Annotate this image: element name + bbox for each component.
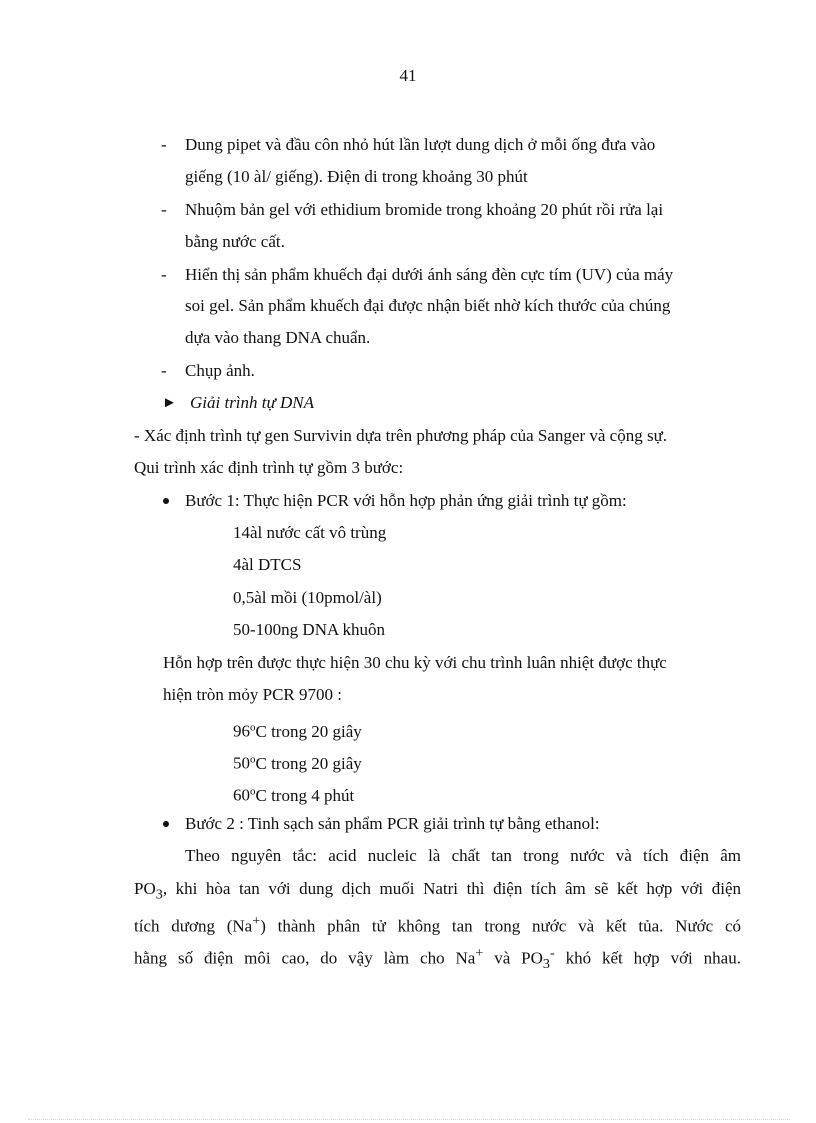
paragraph-line	[134, 879, 741, 904]
list-item-text: dựa vào thang DNA chuẩn.	[185, 328, 371, 347]
degree-symbol: o	[250, 785, 256, 797]
page-bottom-divider	[28, 1119, 790, 1120]
degree-symbol: o	[250, 721, 256, 733]
temperature-value: 60	[233, 785, 250, 805]
step-title: Bước 1: Thực hiện PCR với hỗn hợp phản ứng giải trình tự gồm:	[185, 491, 627, 510]
component-item: 14àl nước cất vô trùng	[233, 523, 387, 542]
list-dash: -	[161, 135, 167, 154]
formula-superscript: -	[549, 945, 555, 961]
list-item-text: Dung pipet và đầu côn nhỏ hút lần lượt dung dịch ở mỗi ống đưa vào	[185, 135, 656, 154]
page-number: 41	[399, 66, 417, 85]
temperature-unit: $^o$C trong 4 phút	[250, 785, 355, 805]
paragraph-line	[134, 911, 741, 937]
component-item: 4àl DTCS	[233, 555, 302, 574]
cycle-text: Hỗn hợp trên được thực hiện 30 chu kỳ với chu trình luân nhiệt được thực	[163, 653, 667, 672]
formula-superscript: +	[475, 945, 484, 961]
temperature-unit: $^o$C trong 20 giây	[250, 753, 362, 773]
paragraph-line	[134, 943, 741, 974]
intro-text: - Xác định trình tự gen Survivin dựa trên phương pháp của Sanger và cộng sự.	[134, 426, 668, 445]
paragraph-text: khó kết hợp với nhau.	[554, 948, 741, 968]
intro-text: Qui trình xác định trình tự gồm 3 bước:	[134, 458, 404, 477]
list-dash: -	[161, 200, 167, 219]
formula-superscript: +	[252, 913, 261, 929]
list-item-text: Nhuộm bản gel với ethidium bromide trong khoảng 20 phút rồi rửa lại	[185, 200, 664, 219]
paragraph-line: Theo nguyên tắc: acid nucleic là chất tan trong nước và tích điện âm	[185, 846, 741, 865]
degree-symbol: o	[250, 753, 256, 765]
list-item-text: Hiển thị sản phẩm khuếch đại dưới ánh sáng đèn cực tím (UV) của máy	[185, 265, 674, 284]
formula-text: và PO	[483, 948, 543, 968]
temperature-value: 96	[233, 721, 250, 741]
section-title: Giải trình tự DNA	[190, 393, 315, 412]
formula-subscript: 3	[155, 886, 163, 903]
arrow-bullet-icon: ►	[162, 395, 177, 411]
list-item-text: soi gel. Sản phẩm khuếch đại được nhận biết nhờ kích thước của chúng	[185, 296, 671, 315]
paragraph-text: , khi hòa tan với dung dịch muối Natri thì điện tích âm sẽ kết hợp với điện	[162, 879, 741, 898]
temperature-unit: $^o$C trong 20 giây	[250, 721, 362, 741]
temperature-item	[233, 749, 362, 774]
paragraph-text: tích dương (Na	[134, 916, 253, 936]
list-dash: -	[161, 265, 167, 284]
paragraph-text: ) thành phân tử không tan trong nước và kết tủa. Nước có	[260, 916, 741, 936]
temperature-item	[233, 717, 362, 742]
formula-subscript: 3	[542, 956, 550, 973]
component-item: 0,5àl mồi (10pmol/àl)	[233, 588, 382, 607]
list-item-text: bằng nước cất.	[185, 232, 285, 251]
cycle-text: hiện tròn mỏy PCR 9700 :	[163, 685, 342, 704]
formula-text: PO	[134, 879, 156, 898]
temperature-item	[233, 781, 354, 806]
paragraph-text: hằng số điện môi cao, do vậy làm cho Na	[134, 948, 476, 968]
list-item-text: Chụp ảnh.	[185, 361, 255, 380]
bullet-dot-icon	[163, 821, 169, 827]
list-dash: -	[161, 361, 167, 380]
list-item-text: giếng (10 àl/ giếng). Điện di trong khoảng 30 phút	[185, 167, 528, 186]
step-title: Bước 2 : Tinh sạch sản phẩm PCR giải trình tự bằng ethanol:	[185, 814, 600, 833]
temperature-value: 50	[233, 753, 250, 773]
component-item: 50-100ng DNA khuôn	[233, 620, 386, 639]
bullet-dot-icon	[163, 498, 169, 504]
